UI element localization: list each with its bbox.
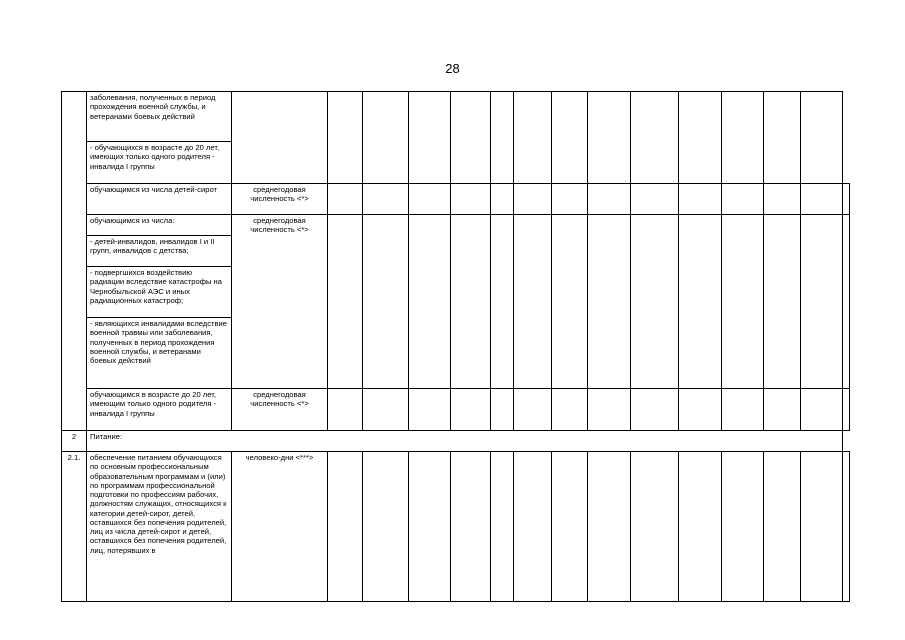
- value-cell: [764, 215, 801, 389]
- row-unit: человеко-дни <***>: [232, 452, 328, 602]
- value-cell: [722, 389, 764, 431]
- value-cell: [679, 215, 722, 389]
- value-cell: [328, 215, 363, 389]
- value-cell: [451, 215, 491, 389]
- row-number-cell: [62, 92, 87, 431]
- value-cell: [328, 452, 363, 602]
- value-cell: [679, 452, 722, 602]
- value-cell: [722, 184, 764, 215]
- value-cell: [409, 389, 451, 431]
- value-cell: [764, 389, 801, 431]
- row-unit: среднегодовая численность <*>: [232, 389, 328, 431]
- value-cell: [722, 92, 764, 184]
- value-cell: [552, 389, 588, 431]
- value-cell: [764, 184, 801, 215]
- value-cell: [588, 92, 631, 184]
- row-description: - являющихся инвалидами вследствие военной травмы или заболевания, полученных в период прохождения военной службы, и ветеранами боевых действий: [87, 318, 232, 389]
- row-number: 2: [62, 431, 87, 452]
- value-cell: [552, 452, 588, 602]
- value-cell: [328, 389, 363, 431]
- value-cell: [514, 452, 552, 602]
- row-description: обучающимся из числа:: [87, 215, 232, 236]
- row-number: 2.1.: [62, 452, 87, 602]
- value-cell: [451, 452, 491, 602]
- value-cell: [514, 215, 552, 389]
- value-cell: [552, 92, 588, 184]
- value-cell: [631, 215, 679, 389]
- value-cell: [451, 92, 491, 184]
- value-cell: [764, 92, 801, 184]
- value-cell: [843, 184, 850, 215]
- value-cell: [679, 389, 722, 431]
- value-cell: [491, 184, 514, 215]
- value-cell: [552, 184, 588, 215]
- value-cell: [363, 452, 409, 602]
- value-cell: [679, 184, 722, 215]
- value-cell: [722, 452, 764, 602]
- row-description: обучающимся из числа детей-сирот: [87, 184, 232, 215]
- table-row: [62, 92, 850, 142]
- value-cell: [491, 389, 514, 431]
- row-description: обучающимся в возрасте до 20 лет, имеющим только одного родителя - инвалида I группы: [87, 389, 232, 431]
- table-row: [62, 431, 850, 452]
- value-cell: [363, 92, 409, 184]
- value-cell: [801, 452, 843, 602]
- value-cell: [588, 452, 631, 602]
- row-unit: [232, 92, 328, 184]
- value-cell: [588, 184, 631, 215]
- value-cell: [409, 452, 451, 602]
- value-cell: [588, 389, 631, 431]
- table-row: [62, 389, 850, 431]
- value-cell: [409, 215, 451, 389]
- value-cell: [801, 215, 843, 389]
- value-cell: [588, 215, 631, 389]
- row-description: заболевания, полученных в период прохождения военной службы, и ветеранами боевых действий: [87, 92, 232, 142]
- value-cell: [363, 389, 409, 431]
- value-cell: [328, 184, 363, 215]
- data-table: [61, 91, 850, 602]
- value-cell: [409, 184, 451, 215]
- row-description: - подвергшихся воздействию радиации вследствие катастрофы на Чернобыльской АЭС и иных радиационных катастроф;: [87, 267, 232, 318]
- value-cell: [631, 92, 679, 184]
- table-row: [62, 184, 850, 215]
- value-cell: [363, 184, 409, 215]
- value-cell: [843, 215, 850, 389]
- value-cell: [491, 92, 514, 184]
- section-heading: Питание:: [87, 431, 843, 452]
- row-description: - детей-инвалидов, инвалидов I и II групп, инвалидов с детства;: [87, 236, 232, 267]
- row-description: - обучающихся в возрасте до 20 лет, имеющих только одного родителя - инвалида I группы: [87, 142, 232, 184]
- value-cell: [491, 452, 514, 602]
- value-cell: [514, 184, 552, 215]
- value-cell: [451, 389, 491, 431]
- value-cell: [631, 389, 679, 431]
- value-cell: [764, 452, 801, 602]
- value-cell: [363, 215, 409, 389]
- value-cell: [409, 92, 451, 184]
- value-cell: [679, 92, 722, 184]
- page-number: 28: [445, 61, 460, 76]
- value-cell: [631, 184, 679, 215]
- value-cell: [491, 215, 514, 389]
- value-cell: [451, 184, 491, 215]
- table-row: [62, 452, 850, 602]
- value-cell: [328, 92, 363, 184]
- value-cell: [843, 452, 850, 602]
- value-cell: [801, 184, 843, 215]
- row-unit: среднегодовая численность <*>: [232, 215, 328, 389]
- value-cell: [843, 389, 850, 431]
- value-cell: [722, 215, 764, 389]
- value-cell: [552, 215, 588, 389]
- value-cell: [801, 92, 843, 184]
- row-unit: среднегодовая численность <*>: [232, 184, 328, 215]
- table-row: [62, 215, 850, 236]
- row-description: обеспечение питанием обучающихся по основным профессиональным образовательным программам и (или) по программам профессиональной подготовки по профессиям рабочих, должностям служащих, относящихся к категории детей-сирот, детей, оставшихся без попечения родителей, лиц из числа детей-сирот и детей, оставшихся без попечения родителей, лиц, потерявших в: [87, 452, 232, 602]
- value-cell: [514, 389, 552, 431]
- value-cell: [514, 92, 552, 184]
- value-cell: [631, 452, 679, 602]
- value-cell: [801, 389, 843, 431]
